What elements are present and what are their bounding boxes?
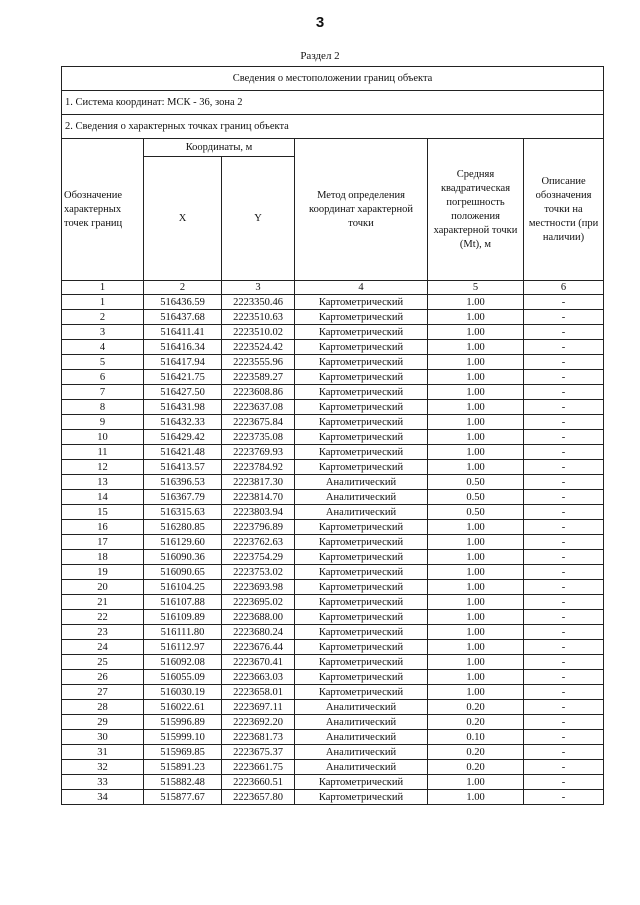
x-coordinate-cell: 516030.19	[144, 685, 222, 700]
x-coordinate-cell: 516367.79	[144, 490, 222, 505]
table-row	[62, 460, 604, 475]
table-row	[62, 640, 604, 655]
method-cell: Картометрический	[295, 370, 428, 385]
section-title: Раздел 2	[300, 50, 340, 62]
y-coordinate-cell: 2223658.01	[222, 685, 295, 700]
error-cell: 1.00	[428, 595, 524, 610]
point-number-cell: 12	[62, 460, 144, 475]
description-cell: -	[524, 520, 604, 535]
table-row	[62, 670, 604, 685]
table-row	[62, 730, 604, 745]
description-cell: -	[524, 535, 604, 550]
table-row	[62, 415, 604, 430]
error-cell: 1.00	[428, 790, 524, 805]
method-cell: Аналитический	[295, 475, 428, 490]
description-cell: -	[524, 640, 604, 655]
x-coordinate-cell: 516427.50	[144, 385, 222, 400]
header-y: Y	[222, 157, 295, 281]
description-cell: -	[524, 445, 604, 460]
point-number-cell: 22	[62, 610, 144, 625]
table-title: Сведения о местоположении границ объекта	[62, 67, 604, 91]
header-coordinates: Координаты, м	[144, 139, 295, 157]
method-cell: Аналитический	[295, 490, 428, 505]
y-coordinate-cell: 2223735.08	[222, 430, 295, 445]
x-coordinate-cell: 516429.42	[144, 430, 222, 445]
description-cell: -	[524, 295, 604, 310]
method-cell: Картометрический	[295, 310, 428, 325]
table-row	[62, 715, 604, 730]
point-number-cell: 6	[62, 370, 144, 385]
y-coordinate-cell: 2223675.37	[222, 745, 295, 760]
error-cell: 1.00	[428, 445, 524, 460]
error-cell: 1.00	[428, 610, 524, 625]
x-coordinate-cell: 516315.63	[144, 505, 222, 520]
point-number-cell: 2	[62, 310, 144, 325]
coord-system-row: 1. Система координат: МСК - 36, зона 2	[62, 91, 604, 115]
error-cell: 0.50	[428, 505, 524, 520]
method-cell: Аналитический	[295, 760, 428, 775]
description-cell: -	[524, 685, 604, 700]
y-coordinate-cell: 2223637.08	[222, 400, 295, 415]
header-method: Метод определения координат характерной точки	[295, 139, 428, 281]
y-coordinate-cell: 2223753.02	[222, 565, 295, 580]
point-number-cell: 15	[62, 505, 144, 520]
error-cell: 1.00	[428, 385, 524, 400]
y-coordinate-cell: 2223657.80	[222, 790, 295, 805]
table-row	[62, 535, 604, 550]
table-row	[62, 295, 604, 310]
x-coordinate-cell: 515891.23	[144, 760, 222, 775]
y-coordinate-cell: 2223697.11	[222, 700, 295, 715]
point-number-cell: 17	[62, 535, 144, 550]
method-cell: Картометрический	[295, 595, 428, 610]
table-row	[62, 325, 604, 340]
x-coordinate-cell: 515969.85	[144, 745, 222, 760]
description-cell: -	[524, 355, 604, 370]
x-coordinate-cell: 516416.34	[144, 340, 222, 355]
method-cell: Аналитический	[295, 700, 428, 715]
method-cell: Аналитический	[295, 505, 428, 520]
method-cell: Картометрический	[295, 340, 428, 355]
description-cell: -	[524, 415, 604, 430]
y-coordinate-cell: 2223817.30	[222, 475, 295, 490]
error-cell: 0.20	[428, 700, 524, 715]
y-coordinate-cell: 2223681.73	[222, 730, 295, 745]
x-coordinate-cell: 515999.10	[144, 730, 222, 745]
x-coordinate-cell: 516104.25	[144, 580, 222, 595]
description-cell: -	[524, 730, 604, 745]
x-coordinate-cell: 516280.85	[144, 520, 222, 535]
point-number-cell: 1	[62, 295, 144, 310]
x-coordinate-cell: 516421.75	[144, 370, 222, 385]
point-number-cell: 21	[62, 595, 144, 610]
y-coordinate-cell: 2223754.29	[222, 550, 295, 565]
x-coordinate-cell: 516411.41	[144, 325, 222, 340]
description-cell: -	[524, 580, 604, 595]
point-number-cell: 8	[62, 400, 144, 415]
error-cell: 0.50	[428, 475, 524, 490]
error-cell: 1.00	[428, 535, 524, 550]
description-cell: -	[524, 310, 604, 325]
table-row	[62, 340, 604, 355]
description-cell: -	[524, 340, 604, 355]
method-cell: Картометрический	[295, 655, 428, 670]
point-number-cell: 25	[62, 655, 144, 670]
y-coordinate-cell: 2223814.70	[222, 490, 295, 505]
table-row	[62, 610, 604, 625]
point-number-cell: 32	[62, 760, 144, 775]
y-coordinate-cell: 2223589.27	[222, 370, 295, 385]
method-cell: Картометрический	[295, 550, 428, 565]
description-cell: -	[524, 790, 604, 805]
y-coordinate-cell: 2223555.96	[222, 355, 295, 370]
x-coordinate-cell: 516413.57	[144, 460, 222, 475]
error-cell: 1.00	[428, 370, 524, 385]
error-cell: 1.00	[428, 565, 524, 580]
description-cell: -	[524, 370, 604, 385]
y-coordinate-cell: 2223688.00	[222, 610, 295, 625]
point-number-cell: 33	[62, 775, 144, 790]
x-coordinate-cell: 516417.94	[144, 355, 222, 370]
point-number-cell: 7	[62, 385, 144, 400]
y-coordinate-cell: 2223692.20	[222, 715, 295, 730]
description-cell: -	[524, 430, 604, 445]
header-error: Средняя квадратическая погрешность положения характерной точки (Mt), м	[428, 139, 524, 281]
method-cell: Картометрический	[295, 385, 428, 400]
x-coordinate-cell: 516107.88	[144, 595, 222, 610]
table-row	[62, 745, 604, 760]
x-coordinate-cell: 516090.36	[144, 550, 222, 565]
method-cell: Картометрический	[295, 685, 428, 700]
point-number-cell: 28	[62, 700, 144, 715]
error-cell: 1.00	[428, 550, 524, 565]
error-cell: 1.00	[428, 430, 524, 445]
table-row	[62, 310, 604, 325]
description-cell: -	[524, 490, 604, 505]
x-coordinate-cell: 516022.61	[144, 700, 222, 715]
x-coordinate-cell: 515877.67	[144, 790, 222, 805]
table-row	[62, 685, 604, 700]
point-number-cell: 18	[62, 550, 144, 565]
column-number: 5	[428, 281, 524, 295]
error-cell: 1.00	[428, 400, 524, 415]
table-row	[62, 445, 604, 460]
page-number: 3	[315, 14, 325, 31]
column-number: 2	[144, 281, 222, 295]
error-cell: 1.00	[428, 520, 524, 535]
point-number-cell: 10	[62, 430, 144, 445]
point-number-cell: 34	[62, 790, 144, 805]
x-coordinate-cell: 516432.33	[144, 415, 222, 430]
column-number: 6	[524, 281, 604, 295]
description-cell: -	[524, 775, 604, 790]
table-row	[62, 475, 604, 490]
method-cell: Картометрический	[295, 775, 428, 790]
y-coordinate-cell: 2223608.86	[222, 385, 295, 400]
table-row	[62, 625, 604, 640]
method-cell: Картометрический	[295, 670, 428, 685]
point-number-cell: 13	[62, 475, 144, 490]
x-coordinate-cell: 516396.53	[144, 475, 222, 490]
point-number-cell: 19	[62, 565, 144, 580]
description-cell: -	[524, 760, 604, 775]
method-cell: Аналитический	[295, 730, 428, 745]
description-cell: -	[524, 400, 604, 415]
point-number-cell: 3	[62, 325, 144, 340]
point-number-cell: 29	[62, 715, 144, 730]
x-coordinate-cell: 516109.89	[144, 610, 222, 625]
point-number-cell: 31	[62, 745, 144, 760]
description-cell: -	[524, 325, 604, 340]
error-cell: 1.00	[428, 625, 524, 640]
description-cell: -	[524, 505, 604, 520]
y-coordinate-cell: 2223676.44	[222, 640, 295, 655]
method-cell: Картометрический	[295, 325, 428, 340]
method-cell: Картометрический	[295, 535, 428, 550]
error-cell: 1.00	[428, 295, 524, 310]
y-coordinate-cell: 2223510.63	[222, 310, 295, 325]
error-cell: 0.20	[428, 760, 524, 775]
point-number-cell: 23	[62, 625, 144, 640]
y-coordinate-cell: 2223769.93	[222, 445, 295, 460]
method-cell: Картометрический	[295, 520, 428, 535]
method-cell: Аналитический	[295, 745, 428, 760]
x-coordinate-cell: 516111.80	[144, 625, 222, 640]
method-cell: Картометрический	[295, 295, 428, 310]
column-number: 4	[295, 281, 428, 295]
error-cell: 1.00	[428, 775, 524, 790]
description-cell: -	[524, 550, 604, 565]
table-row	[62, 490, 604, 505]
description-cell: -	[524, 745, 604, 760]
point-number-cell: 4	[62, 340, 144, 355]
point-number-cell: 30	[62, 730, 144, 745]
method-cell: Картометрический	[295, 790, 428, 805]
header-x: X	[144, 157, 222, 281]
points-heading-row: 2. Сведения о характерных точках границ объекта	[62, 115, 604, 139]
method-cell: Картометрический	[295, 355, 428, 370]
point-number-cell: 9	[62, 415, 144, 430]
table-row	[62, 505, 604, 520]
x-coordinate-cell: 516421.48	[144, 445, 222, 460]
y-coordinate-cell: 2223693.98	[222, 580, 295, 595]
description-cell: -	[524, 715, 604, 730]
table-row	[62, 595, 604, 610]
table-row	[62, 565, 604, 580]
description-cell: -	[524, 595, 604, 610]
method-cell: Аналитический	[295, 715, 428, 730]
column-numbers-row	[62, 281, 604, 295]
method-cell: Картометрический	[295, 400, 428, 415]
column-number: 3	[222, 281, 295, 295]
error-cell: 1.00	[428, 685, 524, 700]
description-cell: -	[524, 385, 604, 400]
point-number-cell: 11	[62, 445, 144, 460]
table-row	[62, 760, 604, 775]
error-cell: 1.00	[428, 640, 524, 655]
error-cell: 1.00	[428, 355, 524, 370]
y-coordinate-cell: 2223660.51	[222, 775, 295, 790]
column-number: 1	[62, 281, 144, 295]
x-coordinate-cell: 516112.97	[144, 640, 222, 655]
table-row	[62, 430, 604, 445]
description-cell: -	[524, 625, 604, 640]
y-coordinate-cell: 2223510.02	[222, 325, 295, 340]
table-row	[62, 580, 604, 595]
description-cell: -	[524, 670, 604, 685]
description-cell: -	[524, 700, 604, 715]
error-cell: 1.00	[428, 415, 524, 430]
method-cell: Картометрический	[295, 625, 428, 640]
table-row	[62, 790, 604, 805]
header-designation: Обозначение характерных точек границ	[62, 139, 144, 281]
x-coordinate-cell: 516436.59	[144, 295, 222, 310]
method-cell: Картометрический	[295, 460, 428, 475]
method-cell: Картометрический	[295, 580, 428, 595]
description-cell: -	[524, 565, 604, 580]
x-coordinate-cell: 516055.09	[144, 670, 222, 685]
table-row	[62, 550, 604, 565]
x-coordinate-cell: 515882.48	[144, 775, 222, 790]
y-coordinate-cell: 2223762.63	[222, 535, 295, 550]
boundary-points-table	[61, 66, 604, 805]
table-row	[62, 700, 604, 715]
error-cell: 0.20	[428, 715, 524, 730]
y-coordinate-cell: 2223796.89	[222, 520, 295, 535]
table-row	[62, 775, 604, 790]
method-cell: Картометрический	[295, 415, 428, 430]
method-cell: Картометрический	[295, 640, 428, 655]
y-coordinate-cell: 2223661.75	[222, 760, 295, 775]
error-cell: 1.00	[428, 310, 524, 325]
point-number-cell: 14	[62, 490, 144, 505]
error-cell: 0.20	[428, 745, 524, 760]
y-coordinate-cell: 2223680.24	[222, 625, 295, 640]
method-cell: Картометрический	[295, 445, 428, 460]
error-cell: 1.00	[428, 670, 524, 685]
x-coordinate-cell: 516437.68	[144, 310, 222, 325]
x-coordinate-cell: 516090.65	[144, 565, 222, 580]
error-cell: 1.00	[428, 340, 524, 355]
error-cell: 1.00	[428, 580, 524, 595]
table-row	[62, 355, 604, 370]
method-cell: Картометрический	[295, 430, 428, 445]
description-cell: -	[524, 610, 604, 625]
y-coordinate-cell: 2223803.94	[222, 505, 295, 520]
table-row	[62, 370, 604, 385]
y-coordinate-cell: 2223784.92	[222, 460, 295, 475]
error-cell: 1.00	[428, 460, 524, 475]
table-row	[62, 520, 604, 535]
y-coordinate-cell: 2223670.41	[222, 655, 295, 670]
x-coordinate-cell: 516092.08	[144, 655, 222, 670]
method-cell: Картометрический	[295, 565, 428, 580]
x-coordinate-cell: 515996.89	[144, 715, 222, 730]
table-row	[62, 400, 604, 415]
x-coordinate-cell: 516129.60	[144, 535, 222, 550]
point-number-cell: 26	[62, 670, 144, 685]
point-number-cell: 27	[62, 685, 144, 700]
y-coordinate-cell: 2223675.84	[222, 415, 295, 430]
y-coordinate-cell: 2223663.03	[222, 670, 295, 685]
point-number-cell: 20	[62, 580, 144, 595]
table-row	[62, 385, 604, 400]
error-cell: 1.00	[428, 655, 524, 670]
point-number-cell: 16	[62, 520, 144, 535]
error-cell: 0.10	[428, 730, 524, 745]
y-coordinate-cell: 2223524.42	[222, 340, 295, 355]
method-cell: Картометрический	[295, 610, 428, 625]
error-cell: 1.00	[428, 325, 524, 340]
description-cell: -	[524, 475, 604, 490]
point-number-cell: 24	[62, 640, 144, 655]
point-number-cell: 5	[62, 355, 144, 370]
description-cell: -	[524, 655, 604, 670]
table-row	[62, 655, 604, 670]
description-cell: -	[524, 460, 604, 475]
x-coordinate-cell: 516431.98	[144, 400, 222, 415]
header-description: Описание обозначения точки на местности (при наличии)	[524, 139, 604, 281]
y-coordinate-cell: 2223350.46	[222, 295, 295, 310]
y-coordinate-cell: 2223695.02	[222, 595, 295, 610]
error-cell: 0.50	[428, 490, 524, 505]
